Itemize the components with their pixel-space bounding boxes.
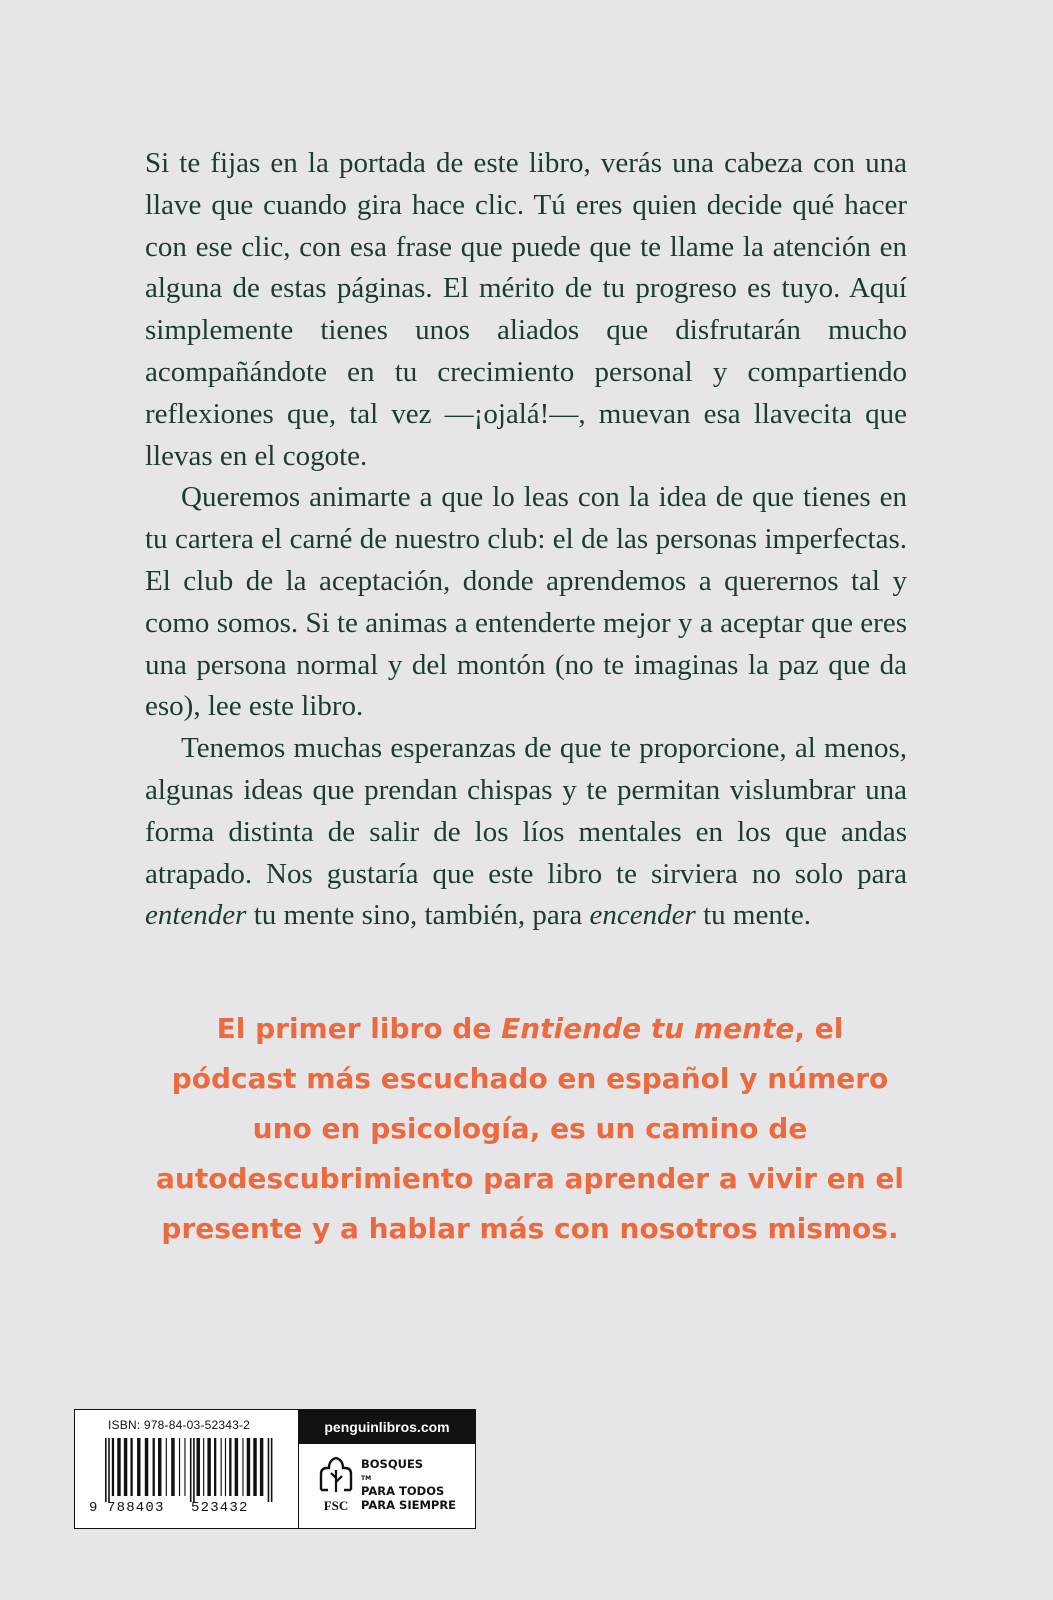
barcode-bar [260, 1438, 263, 1496]
barcode-bar [268, 1438, 270, 1502]
paragraph [145, 728, 907, 937]
tagline-part2: , el pódcast más escuchado en español y número uno en psicología, es un camino de autodescubrimiento para aprender a vivir en el presente y a hablar más con nosotros mismos. [155, 1012, 904, 1245]
text-segment: Tenemos muchas esperanzas de que te proporcione, al menos, algunas ideas que prendan chispas y te permitan vislumbrar una forma distinta de salir de los líos mentales en los que andas atrapado. Nos gustaría que este libro te sirviera no solo para [145, 732, 907, 890]
paragraph [145, 143, 907, 477]
barcode-digits-right: 523432 [191, 1500, 249, 1516]
barcode-bar [193, 1438, 195, 1502]
text-segment: tu mente. [695, 899, 811, 932]
barcode-area [75, 1410, 299, 1528]
fsc-line1: BOSQUES [361, 1457, 424, 1471]
fsc-slogan: BOSQUES TM PARA TODOS PARA SIEMPRE [361, 1457, 457, 1512]
paragraph [145, 477, 907, 728]
barcode-bar [247, 1438, 250, 1496]
text-segment: tu mente sino, también, para [246, 899, 590, 932]
barcode-bar [184, 1438, 185, 1496]
barcode-bar [153, 1438, 155, 1496]
barcode-bar [235, 1438, 238, 1496]
barcode-bar [130, 1438, 132, 1496]
barcode-bar [229, 1438, 231, 1496]
barcode-bar [158, 1438, 161, 1496]
isbn-label: ISBN: 978-84-03-52343-2 [108, 1418, 251, 1432]
italic-word: encender [589, 899, 696, 932]
podcast-title: Entiende tu mente [501, 1012, 795, 1045]
barcode-bar [214, 1438, 216, 1496]
barcode-bar [190, 1438, 192, 1502]
barcode-bar [166, 1438, 167, 1496]
barcode-bar [124, 1438, 127, 1496]
barcode-box [74, 1409, 476, 1529]
fsc-line3: PARA SIEMPRE [361, 1497, 457, 1512]
barcode-bar [203, 1438, 204, 1496]
barcode-bar [145, 1438, 148, 1496]
barcode-bar [105, 1438, 107, 1502]
barcode-bar [171, 1438, 174, 1496]
fsc-label: FSC [323, 1498, 349, 1513]
text-segment: Queremos animarte a que lo leas con la idea de que tienes en tu cartera el carné de nuestro club: el de las personas imperfectas. El club de la aceptación, donde aprendemos a querernos tal y como somos. Si te animas a entenderte mejor y a aceptar que eres una persona normal y del montón (no te imaginas la paz que da eso), lee este libro. [145, 481, 907, 723]
barcode-digits-left: 788403 [107, 1500, 165, 1516]
tagline-part1: El primer libro de [216, 1012, 502, 1045]
fsc-tree-icon [315, 1452, 357, 1514]
barcode-bar [207, 1438, 210, 1496]
italic-word: entender [145, 899, 247, 932]
publisher-site: penguinlibros.com [299, 1410, 475, 1444]
barcode-bar [221, 1438, 222, 1496]
barcode-bar [242, 1438, 243, 1496]
barcode-bar [112, 1438, 114, 1496]
tagline [150, 1004, 910, 1254]
barcode-bar [197, 1438, 200, 1496]
barcode-bar [271, 1438, 273, 1502]
publisher-panel [299, 1410, 475, 1528]
barcode-icon [105, 1438, 281, 1502]
barcode-bar [253, 1438, 256, 1496]
text-segment: Si te fijas en la portada de este libro, verás una cabeza con una llave que cuando gira hace clic. Tú eres quien decide qué hacer con ese clic, con esa frase que puede que te llame la atención en alguna de estas páginas. El mérito de tu progreso es tuyo. Aquí simplemente tienes unos aliados que disfrutarán mucho acompañándote en tu crecimiento personal y compartiendo reflexiones que, tal vez —¡ojalá!—, muevan esa llavecita que llevas en el cogote. [145, 147, 907, 472]
barcode-bar [137, 1438, 140, 1496]
barcode-digit-first: 9 [89, 1500, 98, 1516]
barcode-bar [179, 1438, 180, 1496]
barcode-bar [108, 1438, 110, 1502]
barcode-bar [225, 1438, 226, 1496]
fsc-line2: PARA TODOS [361, 1484, 445, 1498]
back-cover-text [145, 143, 907, 937]
barcode-bar [117, 1438, 120, 1496]
